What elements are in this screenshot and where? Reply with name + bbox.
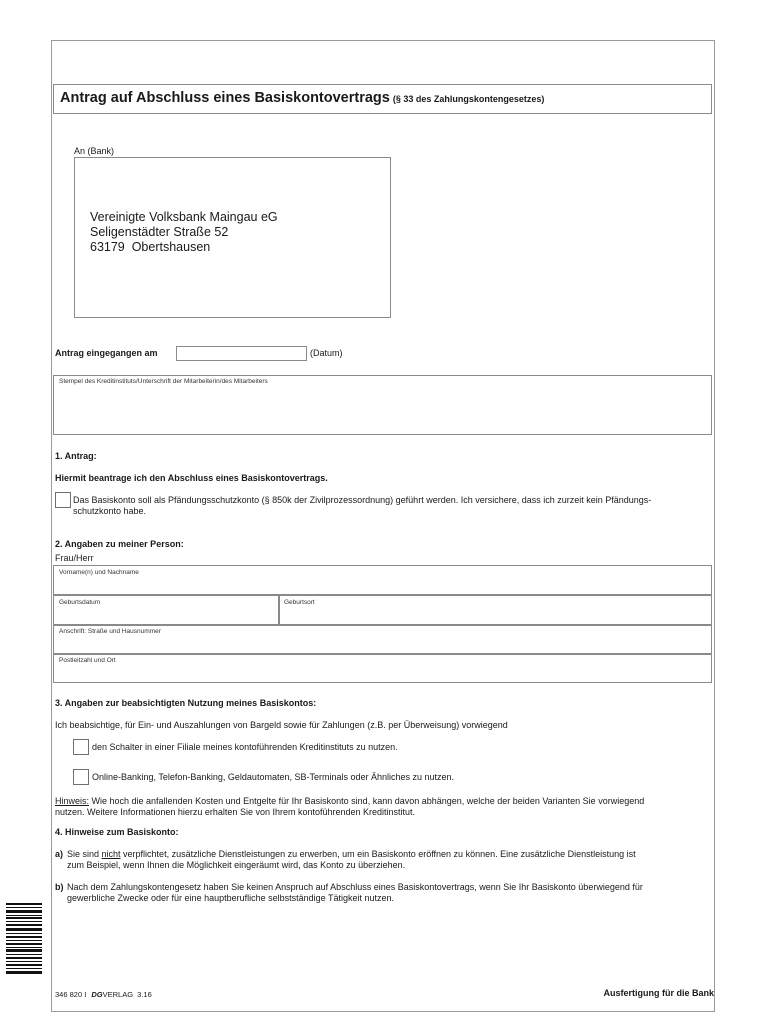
usage-online-checkbox[interactable] bbox=[73, 769, 89, 785]
city-field-label: Postleitzahl und Ort bbox=[59, 657, 116, 664]
note-a-label: a) bbox=[55, 849, 64, 859]
note-a-text bbox=[67, 849, 715, 871]
title-reference: (§ 33 des Zahlungskontengesetzes) bbox=[392, 94, 545, 104]
street-field[interactable] bbox=[53, 625, 712, 654]
section3-heading: 3. Angaben zur beabsichtigten Nutzung meines Basiskontos: bbox=[55, 698, 317, 708]
section3-hint bbox=[55, 796, 715, 818]
section3-intro: Ich beabsichtige, für Ein- und Auszahlungen von Bargeld sowie für Zahlungen (z.B. per Überweisung) vorwiegend bbox=[55, 720, 508, 730]
pfaendungsschutz-text-line-2: schutzkonto habe. bbox=[73, 506, 147, 516]
page-title bbox=[60, 90, 544, 106]
copy-label: Ausfertigung für die Bank bbox=[603, 988, 714, 998]
usage-branch-checkbox[interactable] bbox=[73, 739, 89, 755]
usage-online-text: Online-Banking, Telefon-Banking, Geldautomaten, SB-Terminals oder Ähnliches zu nutzen. bbox=[92, 772, 455, 782]
birthdate-field-label: Geburtsdatum bbox=[59, 599, 101, 606]
recipient-label: An (Bank) bbox=[74, 146, 115, 156]
note-b-label: b) bbox=[55, 882, 64, 892]
note-b-text-line-2: gewerbliche Zwecke oder für eine hauptberufliche selbstständige Tätigkeit nutzen. bbox=[67, 893, 395, 903]
received-date-suffix: (Datum) bbox=[310, 348, 343, 358]
note-a-text-end: verpflichtet, zusätzliche Dienstleistungen zu erwerben, um ein Basiskonto eröffnen zu können. Eine zusätzliche Dienstleistung ist bbox=[120, 849, 636, 859]
stamp-label: Stempel des Kreditinstituts/Unterschrift der Mitarbeiterin/des Mitarbeiters bbox=[59, 378, 268, 385]
name-field-label: Vorname(n) und Nachname bbox=[59, 569, 139, 576]
city-field[interactable] bbox=[53, 654, 712, 683]
publisher-logo: DG bbox=[91, 990, 103, 999]
section1-statement: Hiermit beantrage ich den Abschluss eines Basiskontovertrags. bbox=[55, 473, 328, 483]
note-a-text-start: Sie sind bbox=[67, 849, 102, 859]
recipient-address bbox=[90, 210, 278, 255]
publisher-name: VERLAG bbox=[102, 990, 134, 999]
street-field-label: Anschrift: Straße und Hausnummer bbox=[59, 628, 161, 635]
pfaendungsschutz-text-line-1: Das Basiskonto soll als Pfändungsschutzkonto (§ 850k der Zivilprozessordnung) geführt werden. Ich versichere, dass ich zurzeit kein Pfändungs- bbox=[73, 495, 652, 505]
section4-heading: 4. Hinweise zum Basiskonto: bbox=[55, 827, 179, 837]
note-b-text-line-1: Nach dem Zahlungskontengesetz haben Sie keinen Anspruch auf Abschluss eines Basiskontovertrags, wenn Sie Ihr Basiskonto überwiegend für bbox=[67, 882, 643, 892]
title-text: Antrag auf Abschluss eines Basiskontovertrags bbox=[60, 90, 390, 106]
hint-text-line-2: nutzen. Weitere Informationen hierzu erhalten Sie von Ihrem kontoführenden Kreditinstitut. bbox=[55, 807, 416, 817]
recipient-line-3: 63179 Obertshausen bbox=[90, 240, 211, 254]
section2-heading: 2. Angaben zu meiner Person: bbox=[55, 539, 184, 549]
salutation-label: Frau/Herr bbox=[55, 553, 94, 563]
hint-text-line-1: Wie hoch die anfallenden Kosten und Entgelte für Ihr Basiskonto sind, kann davon abhängen, welche der beiden Varianten Sie vorwiegend bbox=[89, 796, 645, 806]
name-field[interactable] bbox=[53, 565, 712, 595]
form-version: 3.16 bbox=[137, 990, 152, 999]
footer-imprint bbox=[55, 990, 152, 999]
received-label: Antrag eingegangen am bbox=[55, 348, 158, 358]
usage-branch-text: den Schalter in einer Filiale meines kontoführenden Kreditinstituts zu nutzen. bbox=[92, 742, 398, 752]
birthdate-field[interactable] bbox=[53, 595, 279, 625]
received-date-input[interactable] bbox=[176, 346, 307, 361]
barcode bbox=[6, 903, 42, 975]
section1-heading: 1. Antrag: bbox=[55, 451, 97, 461]
recipient-line-2: Seligenstädter Straße 52 bbox=[90, 225, 229, 239]
recipient-line-1: Vereinigte Volksbank Maingau eG bbox=[90, 210, 278, 224]
form-number: 346 820 I bbox=[55, 990, 87, 999]
pfaendungsschutz-text bbox=[73, 495, 713, 517]
pfaendungsschutz-checkbox[interactable] bbox=[55, 492, 71, 508]
note-a-text-line-2: zum Beispiel, wenn Ihnen die Möglichkeit eingeräumt wird, das Konto zu überziehen. bbox=[67, 860, 406, 870]
birthplace-field[interactable] bbox=[279, 595, 712, 625]
hint-label: Hinweis: bbox=[55, 796, 90, 806]
note-b-text bbox=[67, 882, 715, 904]
birthplace-field-label: Geburtsort bbox=[284, 599, 315, 606]
note-a-emphasis: nicht bbox=[101, 849, 121, 859]
